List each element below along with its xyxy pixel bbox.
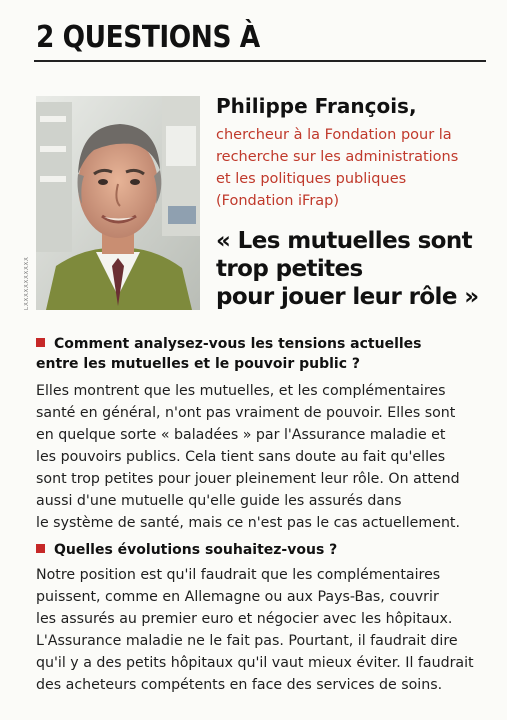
answer-line: qu'il y a des petits hôpitaux qu'il vaut mieux éviter. Il faudrait bbox=[36, 655, 474, 671]
portrait-photo bbox=[36, 96, 200, 310]
answer-line: en quelque sorte « baladées » par l'Assurance maladie et bbox=[36, 427, 446, 443]
answer-line: santé en général, n'ont pas vraiment de pouvoir. Elles sont bbox=[36, 405, 456, 421]
photo-credit: LXXXXXXXXXXX bbox=[24, 256, 30, 310]
question-line: Comment analysez-vous les tensions actuelles bbox=[54, 336, 422, 352]
answer-line: sont trop petites pour jouer pleinement leur rôle. On attend bbox=[36, 471, 460, 487]
square-bullet-icon bbox=[36, 544, 45, 553]
question-block-2 bbox=[36, 540, 496, 696]
pull-quote bbox=[216, 227, 491, 311]
title-divider bbox=[34, 60, 486, 62]
question-2 bbox=[36, 540, 496, 560]
answer-line: des acheteurs compétents en face des services de soins. bbox=[36, 677, 443, 693]
interviewee-name: Philippe François, bbox=[216, 94, 417, 118]
question-block-1 bbox=[36, 334, 496, 534]
answer-line: aussi d'une mutuelle qu'elle guide les assurés dans bbox=[36, 493, 402, 509]
role-line: recherche sur les administrations bbox=[216, 149, 459, 165]
role-line: et les politiques publiques bbox=[216, 171, 407, 187]
answer-2 bbox=[36, 564, 496, 696]
role-line: (Fondation iFrap) bbox=[216, 193, 340, 209]
answer-line: les assurés au premier euro et négocier avec les hôpitaux. bbox=[36, 611, 453, 627]
answer-line: le système de santé, mais ce n'est pas le cas actuellement. bbox=[36, 515, 461, 531]
answer-1 bbox=[36, 380, 496, 534]
quote-line: pour jouer leur rôle » bbox=[216, 284, 479, 310]
interviewee-role bbox=[216, 124, 491, 212]
square-bullet-icon bbox=[36, 338, 45, 347]
answer-line: L'Assurance maladie ne le fait pas. Pourtant, il faudrait dire bbox=[36, 633, 458, 649]
section-title: 2 QUESTIONS À bbox=[36, 20, 260, 55]
question-line: Quelles évolutions souhaitez-vous ? bbox=[54, 542, 338, 558]
question-line: entre les mutuelles et le pouvoir public ? bbox=[36, 356, 360, 372]
answer-line: puissent, comme en Allemagne ou aux Pays-Bas, couvrir bbox=[36, 589, 439, 605]
question-1 bbox=[36, 334, 496, 374]
role-line: chercheur à la Fondation pour la bbox=[216, 127, 452, 143]
answer-line: les pouvoirs publics. Cela tient sans doute au fait qu'elles bbox=[36, 449, 446, 465]
answer-line: Notre position est qu'il faudrait que les complémentaires bbox=[36, 567, 441, 583]
answer-line: Elles montrent que les mutuelles, et les complémentaires bbox=[36, 383, 446, 399]
quote-line: trop petites bbox=[216, 256, 363, 282]
quote-line: « Les mutuelles sont bbox=[216, 228, 473, 254]
